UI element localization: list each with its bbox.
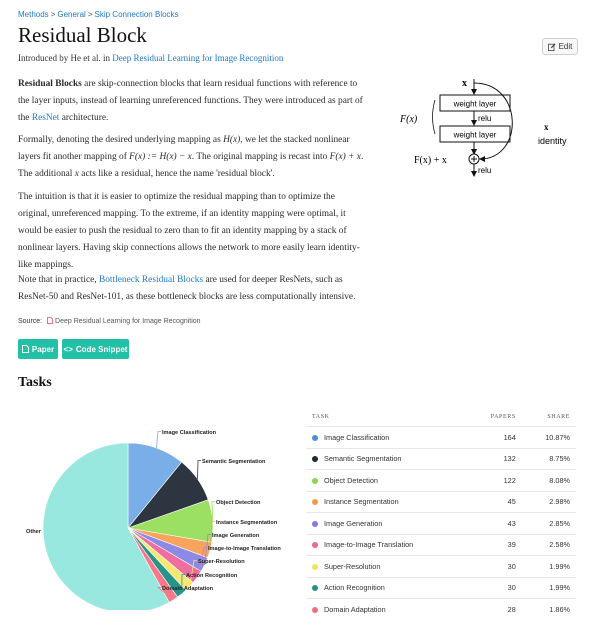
task-cell [306,513,467,535]
resnet-link[interactable]: ResNet [31,113,60,123]
description-paragraph-4 [18,272,368,306]
task-name-link[interactable]: Semantic Segmentation [324,454,402,464]
papers-cell: 122 [467,470,522,492]
table-row[interactable] [306,556,576,578]
weight-layer-label: weight layer [453,130,497,140]
papers-cell: 43 [467,513,522,535]
intro-prefix: Introduced by He et al. in [18,53,110,63]
papers-cell: 30 [467,556,522,578]
math-residual-mapping: F(x) := H(x) − x [129,152,192,162]
pie-label: Instance Segmentation [216,520,278,526]
task-color-dot [312,456,318,462]
code-snippet-label: Code Snippet [75,344,128,354]
pie-label: Object Detection [216,500,261,506]
description-paragraph-2 [18,132,368,183]
papers-cell: 39 [467,534,522,556]
papers-cell: 30 [467,577,522,599]
papers-cell: 164 [467,427,522,449]
task-name-link[interactable]: Image Generation [324,518,383,528]
table-header-row [306,408,576,427]
task-name-link[interactable]: Image-to-Image Translation [324,540,414,550]
figure-identity-x: x [544,122,549,132]
residual-block-figure [398,77,583,177]
text: , we let the stacked nonlinear layers fit another mapping of [18,135,350,162]
pie-label: Image-to-Image Translation [208,546,281,552]
task-color-dot [312,521,318,527]
document-icon [47,317,53,324]
figure-relu-mid: relu [478,114,492,123]
task-name-link[interactable]: Domain Adaptation [324,604,386,614]
pie-leader-line [212,502,215,521]
task-color-dot [312,585,318,591]
share-cell: 8.75% [522,448,576,470]
tasks-pie-chart [18,420,298,610]
share-cell: 2.58% [522,534,576,556]
task-color-dot [312,607,318,613]
share-cell: 2.85% [522,513,576,535]
share-cell: 10.87% [522,427,576,449]
share-cell: 8.08% [522,470,576,492]
text: Note that in practice, [18,275,97,285]
source-paper-link[interactable]: Deep Residual Learning for Image Recognition [55,318,201,325]
header-papers: PAPERS [490,414,516,420]
share-cell: 1.86% [522,599,576,620]
text: acts like a residual, hence the name 'residual block'. [81,169,275,179]
share-cell: 1.99% [522,556,576,578]
figure-input-x: x [462,78,467,89]
math-recast: F(x) + x [329,152,361,162]
text: . The original mapping is recast into [191,152,328,162]
code-snippet-button[interactable] [62,339,129,359]
pie-label: Image Classification [162,430,217,436]
description-paragraph-1 [18,76,368,127]
task-cell [306,556,467,578]
breadcrumb-separator: > [50,10,56,19]
figure-relu-out: relu [478,166,492,175]
papers-cell: 132 [467,448,522,470]
figure-sum-label: F(x) + x [414,155,447,166]
description-paragraph-3: The intuition is that it is easier to optimize the residual mapping than to optimize the original, unreferenced mapping. To the extreme, if an identity mapping were optimal, it would be easier to push the residual to zero than to fit an identity mapping by a stack of nonlinear layers. Having skip connections allows the network to more easily learn identity-like mappings. [18,192,360,270]
code-icon: <> [63,344,73,354]
text: Formally, denoting the desired underlying mapping as [18,135,221,145]
text: are skip-connection blocks that learn residual functions with reference to the layer inputs, instead of learning unreferenced functions. They were introduced as part of the [18,79,363,123]
header-task: TASK [312,414,330,420]
figure-identity-label: identity [538,136,567,146]
task-cell [306,448,467,470]
table-row[interactable] [306,599,576,620]
edit-button[interactable] [542,38,578,55]
text: architecture. [61,113,109,123]
tasks-heading: Tasks [18,375,52,390]
breadcrumb-separator: > [87,10,93,19]
task-cell [306,577,467,599]
table-row[interactable] [306,470,576,492]
math-hx: H(x) [223,135,241,145]
source-label: Source: [18,318,43,325]
task-color-dot [312,564,318,570]
table-row[interactable] [306,577,576,599]
header-share: SHARE [547,414,570,420]
task-color-dot [312,435,318,441]
task-cell [306,534,467,556]
page-title: Residual Block [18,23,147,47]
breadcrumb-methods[interactable]: Methods [18,10,49,19]
task-name-link[interactable]: Super-Resolution [324,561,381,571]
pie-label: Domain Adaptation [162,586,214,592]
task-color-dot [312,542,318,548]
figure-brace [433,100,436,134]
source-line [18,317,201,325]
paper-button-label: Paper [31,344,55,354]
task-name-link[interactable]: Instance Segmentation [324,497,399,507]
breadcrumb-general[interactable]: General [57,10,86,19]
pie-leader-line [198,461,201,480]
papers-cell: 45 [467,491,522,513]
math-x: x [74,169,79,179]
task-cell [306,599,467,620]
task-name-link[interactable]: Image Classification [324,432,390,442]
task-color-dot [312,478,318,484]
table-row[interactable] [306,513,576,535]
term-residual-blocks: Residual Blocks [18,79,82,89]
pie-label: Super-Resolution [198,559,245,565]
edit-label: Edit [558,42,573,51]
document-icon [22,345,29,353]
table-row[interactable] [306,448,576,470]
breadcrumb [18,10,179,19]
share-cell: 1.99% [522,577,576,599]
text: are used for deeper ResNets, such as ResNet-50 and ResNet-101, as these bottleneck blocks are less computationally intensive. [18,275,356,302]
tasks-table [306,408,576,620]
edit-icon [548,43,556,51]
task-cell [306,470,467,492]
pie-label: Image Generation [212,533,260,539]
table-row[interactable] [306,491,576,513]
task-name-link[interactable]: Action Recognition [324,583,385,593]
pie-leader-line [156,432,161,448]
paper-button[interactable] [18,339,58,359]
task-name-link[interactable]: Object Detection [324,475,378,485]
share-cell: 2.98% [522,491,576,513]
breadcrumb-skip-connection-blocks[interactable]: Skip Connection Blocks [94,10,179,19]
bottleneck-link[interactable]: Bottleneck Residual Blocks [98,275,204,285]
pie-label: Semantic Segmentation [202,459,266,465]
introduced-by [18,53,283,63]
intro-paper-link[interactable]: Deep Residual Learning for Image Recognition [112,53,284,63]
task-cell [306,491,467,513]
pie-label: Other [26,529,41,535]
text: . The additional [18,152,364,179]
table-row[interactable] [306,427,576,449]
papers-cell: 28 [467,599,522,620]
weight-layer-label: weight layer [453,99,497,109]
task-color-dot [312,499,318,505]
table-row[interactable] [306,534,576,556]
pie-label: Action Recognition [186,573,238,579]
task-cell [306,427,467,449]
figure-fx: F(x) [400,114,418,125]
